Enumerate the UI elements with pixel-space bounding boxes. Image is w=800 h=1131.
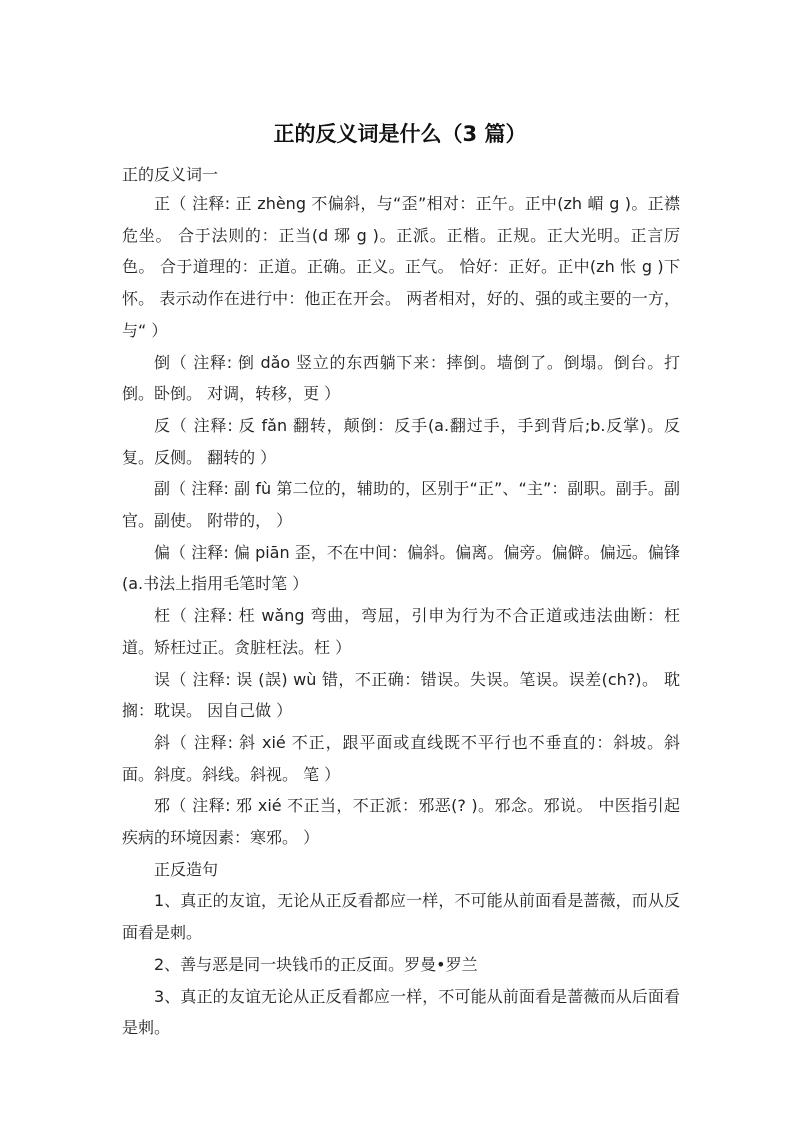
- sentence-2: 2、善与恶是同一块钱币的正反面。罗曼•罗兰: [154, 954, 478, 974]
- paragraph-xie-evil: 邪（ 注释: 邪 xié 不正当，不正派：邪恶(? )。邪念。邪说。 中医指引起疾病的环境因素：寒邪。 ）: [122, 796, 680, 848]
- section-heading-sentences: 正反造句: [154, 859, 219, 879]
- sentence-3: 3、真正的友谊无论从正反看都应一样，不可能从前面看是蔷薇而从后面看是刺。: [122, 986, 680, 1038]
- document-body: [122, 188, 680, 1044]
- section-heading: 正的反义词一: [122, 165, 219, 184]
- document-title: 正的反义词是什么（3 篇）: [273, 122, 527, 146]
- paragraph-fan: 反（ 注释: 反 fǎn 翻转，颠倒：反手(a.翻过手，手到背后;b.反掌)。反复。反侧。 翻转的 ）: [122, 415, 680, 467]
- paragraph-wang: 枉（ 注释: 枉 wǎng 弯曲，弯屈，引申为行为不合正道或违法曲断：枉道。矫枉过正。贪脏枉法。枉 ）: [122, 606, 680, 657]
- paragraph-dao: 倒（ 注释: 倒 dǎo 竖立的东西躺下来：摔倒。墙倒了。倒塌。倒台。打倒。卧倒。 对调，转移，更 ）: [122, 352, 680, 404]
- paragraph-pian: 偏（ 注释: 偏 piān 歪，不在中间：偏斜。偏离。偏旁。偏僻。偏远。偏锋(a.书法上指用毛笔时笔 ）: [122, 542, 680, 594]
- paragraph-zheng: 正（ 注释: 正 zhèng 不偏斜，与“歪”相对：正午。正中(zh 嵋 g )。正襟危坐。 合于法则的：正当(d 琊 g )。正派。正楷。正规。正大光明。正言厉色。 合于道理的：正道。正确。正义。正气。 恰好：正好。正中(zh 怅 g )下怀。 表示动作在进行中：他正在开会。 两者相对，好的、强的或主要的一方，与“ ）: [122, 194, 680, 340]
- paragraph-xie-slant: 斜（ 注释: 斜 xié 不正，跟平面或直线既不平行也不垂直的：斜坡。斜面。斜度。斜线。斜视。 笔 ）: [122, 732, 680, 784]
- sentence-1: 1、真正的友谊，无论从正反看都应一样，不可能从前面看是蔷薇，而从反面看是刺。: [122, 891, 680, 943]
- paragraph-fu: 副（ 注释: 副 fù 第二位的，辅助的，区别于“正”、“主”：副职。副手。副官。副使。 附带的， ）: [122, 479, 680, 531]
- paragraph-wu: 误（ 注释: 误 (誤) wù 错，不正确：错误。失误。笔误。误差(ch?)。 耽搁：耽误。 因自己做 ）: [122, 669, 680, 721]
